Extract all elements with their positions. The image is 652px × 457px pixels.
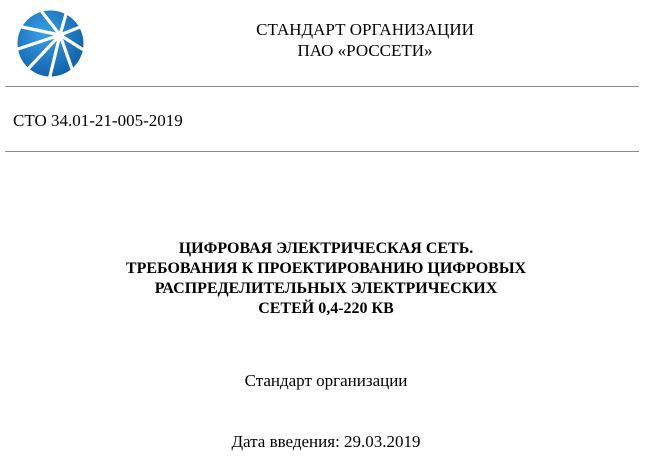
- effective-date: Дата введения: 29.03.2019: [231, 432, 421, 451]
- code-divider: [5, 151, 639, 152]
- organization-header: [200, 19, 530, 61]
- document-code: СТО 34.01-21-005-2019: [13, 111, 183, 130]
- document-title-line: РАСПРЕДЕЛИТЕЛЬНЫХ ЭЛЕКТРИЧЕСКИХ: [154, 280, 498, 297]
- org-header-line-2: ПАО «РОССЕТИ»: [297, 41, 433, 60]
- rosseti-logo-icon: [16, 9, 85, 78]
- document-type-label: Стандарт организации: [244, 371, 408, 390]
- document-title-line: СЕТЕЙ 0,4-220 КВ: [258, 300, 394, 317]
- org-header-line-1: СТАНДАРТ ОРГАНИЗАЦИИ: [256, 20, 474, 39]
- document-title-line: ТРЕБОВАНИЯ К ПРОЕКТИРОВАНИЮ ЦИФРОВЫХ: [125, 260, 527, 277]
- document-title: [40, 239, 612, 319]
- document-title-line: ЦИФРОВАЯ ЭЛЕКТРИЧЕСКАЯ СЕТЬ.: [178, 240, 474, 257]
- header-divider: [5, 86, 639, 87]
